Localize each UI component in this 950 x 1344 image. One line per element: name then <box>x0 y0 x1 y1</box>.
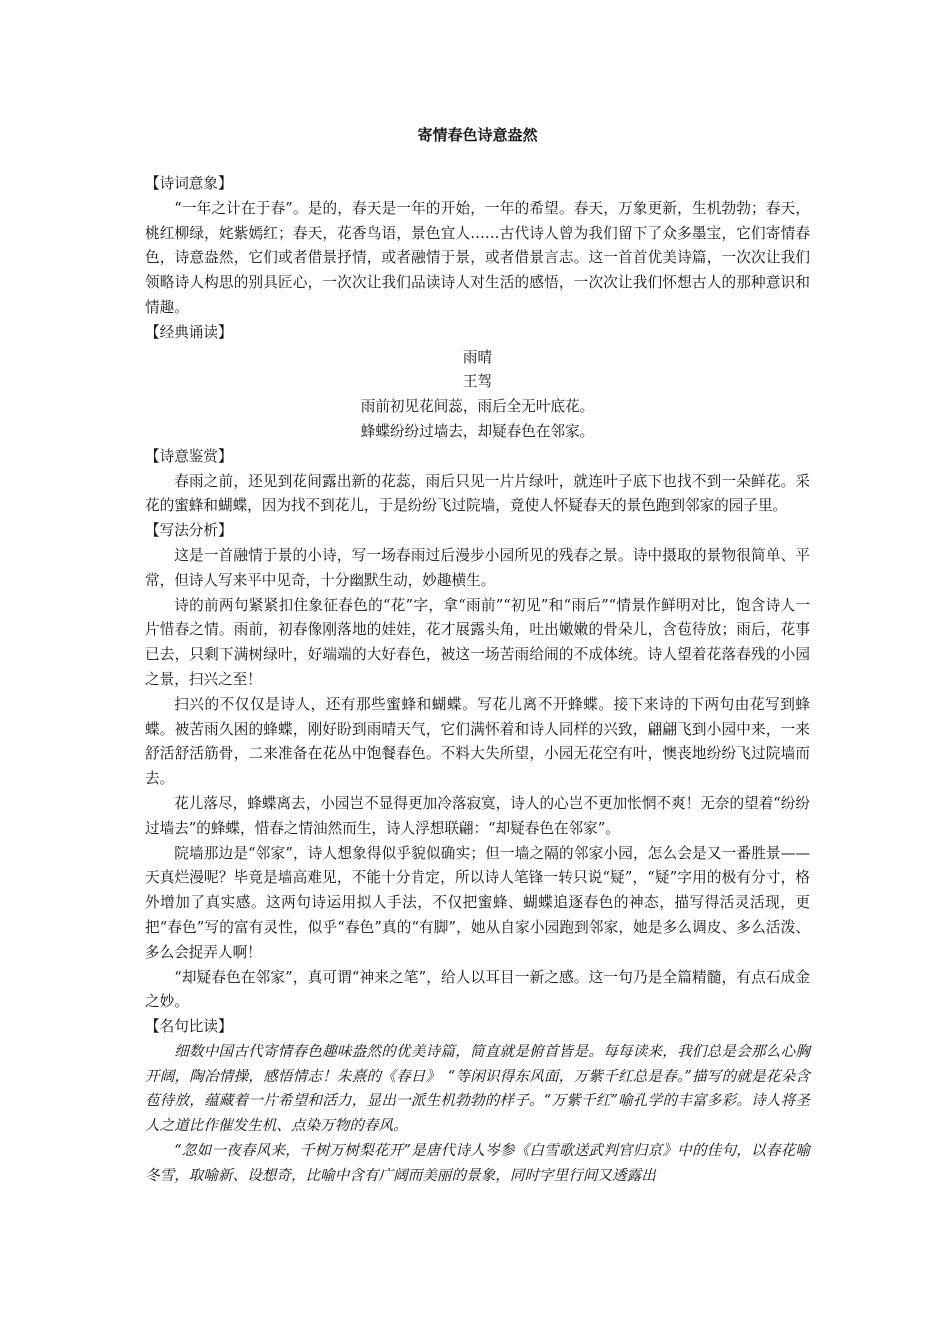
section-heading-imagery: 【诗词意象】 <box>145 175 233 192</box>
paragraph: “一年之计在于春”。是的，春天是一年的开始，一年的希望。春天，万象更新，生机勃勃；春天，桃红柳绿，姹紫嫣红；春天，花香鸟语，景色宜人……古代诗人曾为我们留下了众多墨宝，它们寄情春色，诗意盎然，它们或者借景抒情，或者融情于景，或者借景言志。这一首首优美诗篇，一次次让我们领略诗人构思的别具匠心，一次次让我们品读诗人对生活的感悟，一次次让我们怀想古人的那种意识和情趣。 <box>145 199 810 316</box>
paragraph: 院墙那边是“邻家”，诗人想象得似乎貌似确实；但一墙之隔的邻家小园，怎么会是又一番胜景——天真烂漫呢？毕竟是墙高难见，不能十分肯定，所以诗人笔锋一转只说“疑”，“疑”字用的极有分寸，格外增加了真实感。这两句诗运用拟人手法，不仅把蜜蜂、蝴蝶追逐春色的神态，描写得活灵活现，更把“春色”写的富有灵性，似乎“春色”真的“有脚”，她从自家小园跑到邻家，她是多么调皮、多么活泼、多么会捉弄人啊！ <box>145 844 810 961</box>
poem-line: 雨前初见花间蕊，雨后全无叶底花。 <box>360 398 595 416</box>
section-heading-appreciation: 【诗意鉴赏】 <box>145 447 233 465</box>
paragraph: 扫兴的不仅仅是诗人，还有那些蜜蜂和蝴蝶。写花儿离不开蜂蝶。接下来诗的下两句由花写到蜂蝶。被苦雨久困的蜂蝶，刚好盼到雨晴天气，它们满怀着和诗人同样的兴致，翩翩飞到小园中来，一来舒活舒活筋骨，二来准备在花丛中饱餐春色。不料大失所望，小园无花空有叶，懊丧地纷纷飞过院墙而去。 <box>145 695 810 788</box>
section-heading-analysis: 【写法分析】 <box>145 522 233 540</box>
document-title: 寄情春色诗意盎然 <box>417 126 538 144</box>
paragraph: “忽如一夜春风来，千树万树梨花开”是唐代诗人岑参《白雪歌送武判官归京》中的佳句，以春花喻冬雪，取喻新、设想奇，比喻中含有广阔而美丽的景象，同时字里行间又透露出 <box>145 1142 810 1184</box>
paragraph: 春雨之前，还见到花间露出新的花蕊，雨后只见一片片绿叶，就连叶子底下也找不到一朵鲜花。采花的蜜蜂和蝴蝶，因为找不到花儿，于是纷纷飞过院墙，竟使人怀疑春天的景色跑到邻家的园子里。 <box>145 472 810 515</box>
paragraph: 这是一首融情于景的小诗，写一场春雨过后漫步小园所见的残春之景。诗中摄取的景物很简单、平常，但诗人写来平中见奇，十分幽默生动，妙趣横生。 <box>145 546 810 589</box>
poem-line: 蜂蝶纷纷过墙去，却疑春色在邻家。 <box>360 422 595 440</box>
paragraph: 诗的前两句紧紧扣住象征春色的“花”字，拿“雨前”“初见”和“雨后”“情景作鲜明对比，饱含诗人一片惜春之情。雨前，初春像刚落地的娃娃，花才展露头角，吐出嫩嫩的骨朵儿，含苞待放；雨后，花事已去，只剩下满树绿叶，好端端的大好春色，被这一场苦雨给闹的不成体统。诗人望着花落春残的小园之景，扫兴之至！ <box>145 596 810 688</box>
document-body <box>145 172 810 1189</box>
section-heading-recitation: 【经典诵读】 <box>145 323 233 341</box>
paragraph: “却疑春色在邻家”，真可谓“神来之笔”，给人以耳目一新之感。这一句乃是全篇精髓，有点石成金之妙。 <box>145 968 810 1011</box>
paragraph: 细数中国古代寄情春色趣味盎然的优美诗篇，简直就是俯首皆是。每每读来，我们总是会那么心胸开阔，陶冶情操，感悟情志！朱熹的《春日》 “等闲识得东风面，万紫千红总是春。”描写的就是花朵含苞待放，蕴藏着一片希望和活力，显出一派生机勃勃的样子。“万紫千红”喻孔学的丰富多彩。诗人将圣人之道比作催发生机、点染万物的春风。 <box>145 1042 810 1135</box>
section-heading-comparison: 【名句比读】 <box>145 1018 233 1036</box>
paragraph: 花儿落尽，蜂蝶离去，小园岂不显得更加冷落寂寞，诗人的心岂不更加怅惘不爽！无奈的望着“纷纷过墙去”的蜂蝶，惜春之情油然而生，诗人浮想联翩：“却疑春色在邻家”。 <box>145 794 810 837</box>
poem-author: 王驾 <box>462 373 493 391</box>
poem-title: 雨晴 <box>462 348 493 366</box>
